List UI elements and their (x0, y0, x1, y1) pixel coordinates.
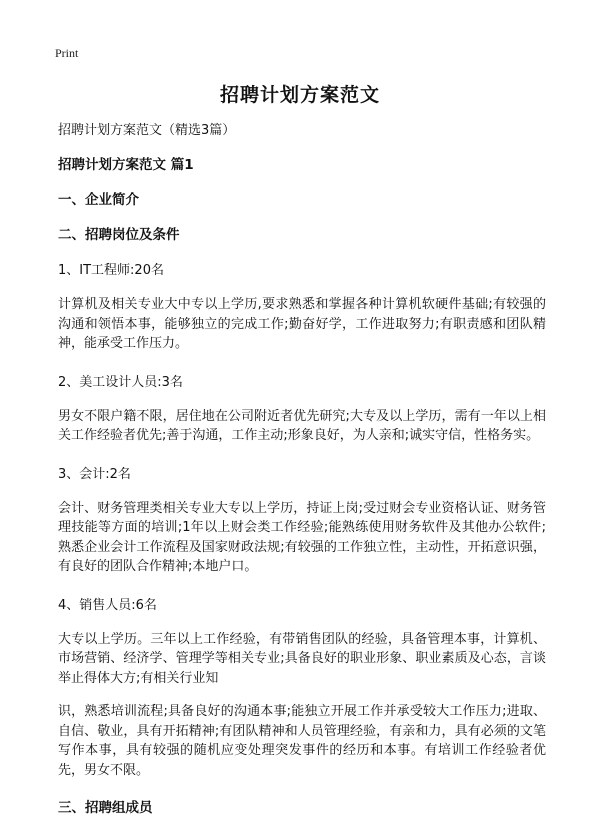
job-desc-sales: 大专以上学历。三年以上工作经验，有带销售团队的经验，具备管理本事，计算机、市场营销、经济学、管理学等相关专业;具备良好的职业形象、职业素质及心态，言谈举止得体大方;有相关行业知 (58, 631, 546, 686)
subtitle: 招聘计划方案范文（精选3篇） (58, 123, 236, 138)
job-label-it: 1、IT工程师:20名 (58, 263, 164, 278)
job-desc-sales-continued: 识，熟悉培训流程;具备良好的沟通本事;能独立开展工作并承受较大工作压力;进取、自信、敬业，具有开拓精神;有团队精神和人员管理经验，有亲和力，具有必须的文笔写作本事，具有较强的随机应变处理突发事件的经历和本事。有培训工作经验者优先，男女不限。 (58, 704, 546, 778)
heading-company-intro: 一、企业简介 (58, 192, 139, 208)
heading-recruit-team: 三、招聘组成员 (58, 800, 153, 816)
job-label-accountant: 3、会计:2名 (58, 466, 131, 482)
job-desc-it: 计算机及相关专业大中专以上学历,要求熟悉和掌握各种计算机软硬件基础;有较强的沟通和领悟本事，能够独立的完成工作;勤奋好学，工作进取努力;有职责感和团队精神，能承受工作压力。 (58, 297, 546, 351)
job-desc-designer: 男女不限户籍不限，居住地在公司附近者优先研究;大专及以上学历，需有一年以上相关工作经验者优先;善于沟通，工作主动;形象良好，为人亲和;诚实守信，性格务实。 (58, 408, 546, 443)
job-label-sales: 4、销售人员:6名 (58, 597, 157, 613)
heading-positions: 二、招聘岗位及条件 (58, 227, 180, 243)
page-title: 招聘计划方案范文 (219, 84, 380, 106)
document-body (58, 118, 546, 819)
section-heading: 招聘计划方案范文 篇1 (58, 157, 194, 173)
job-desc-accountant: 会计、财务管理类相关专业大专以上学历，持证上岗;受过财会专业资格认证、财务管理技能等方面的培训;1年以上财会类工作经验;能熟练使用财务软件及其他办公软件;熟悉企业会计工作流程及国家财政法规;有较强的工作独立性，主动性，开拓意识强，有良好的团队合作精神;本地户口。 (58, 500, 546, 574)
job-label-designer: 2、美工设计人员:3名 (58, 374, 183, 390)
print-label: Print (55, 46, 79, 60)
